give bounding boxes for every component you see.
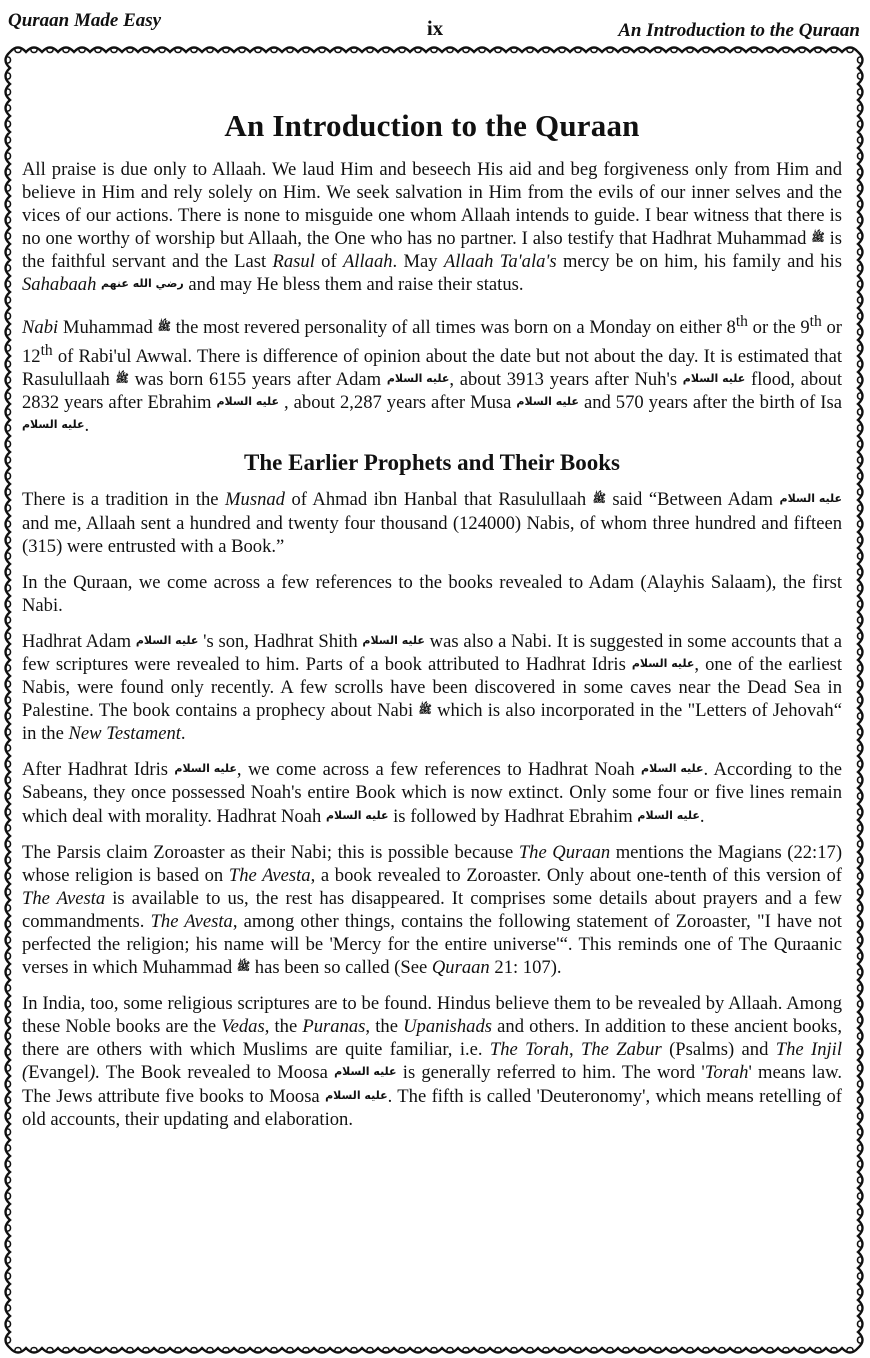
salutation-icon: عليه السلام	[362, 633, 425, 647]
page-body	[22, 108, 842, 1144]
book-title-header: Quraan Made Easy	[8, 10, 162, 31]
salutation-icon: عليه السلام	[386, 372, 450, 386]
paragraph-1: All praise is due only to Allaah. We laud Him and beseech His aid and beg forgiveness only from Him and believe in Him and rely solely on Him. We seek salvation in Him from the evils of our inner selves and the vices of our actions. There is none to misguide one whom Allaah intends to guide. I bear witness that there is no one worthy of worship but Allaah, the One who has no partner. I also testify that Hadhrat Muhammad ﷺ is the faithful servant and the Last Rasul of Allaah. May Allaah Ta'ala's mercy be on him, his family and his Sahabaah رضي الله عنهم and may He bless them and raise their status.	[22, 159, 842, 296]
salutation-icon: ﷺ	[418, 703, 432, 717]
salutation-icon: عليه السلام	[682, 372, 746, 386]
salutation-icon: عليه السلام	[325, 808, 389, 822]
salutation-icon: عليه السلام	[22, 418, 85, 432]
section-heading: The Earlier Prophets and Their Books	[244, 450, 620, 476]
salutation-icon: ﷺ	[157, 319, 171, 333]
salutation-icon: عليه السلام	[135, 633, 199, 647]
salutation-icon: عليه السلام	[174, 762, 237, 776]
salutation-icon: عليه السلام	[631, 656, 695, 670]
paragraph-3: There is a tradition in the Musnad of Ahmad ibn Hanbal that Rasulullaah ﷺ said “Between Adam عليه السلام and me, Allaah sent a hundred and twenty four thousand (124000) Nabis, of whom three hundred and fifteen (315) were entrusted with a Book.”	[22, 489, 843, 557]
chapter-title-header: An Introduction to the Quraan	[618, 20, 860, 41]
salutation-icon: عليه السلام	[641, 762, 704, 776]
paragraph-4: In the Quraan, we come across a few references to the books revealed to Adam (Alayhis Salaam), the first Nabi.	[22, 571, 842, 616]
salutation-icon: رضي الله عنهم	[101, 277, 184, 291]
salutation-icon: ﷺ	[592, 492, 606, 506]
paragraph-7: The Parsis claim Zoroaster as their Nabi; this is possible because The Quraan mentions the Magians (22:17) whose religion is based on The Avesta, a book revealed to Zoroaster. Only about one-tenth of this version of The Avesta is available to us, the rest has disappeared. It comprises some details about prayers and a few commandments. The Avesta, among other things, contains the following statement of Zoroaster, "I have not perfected the religion; his name will be 'Mercy for the entire universe'“. This reminds one of The Quraanic verses in which Muhammad ﷺ has been so called (See Quraan 21: 107).	[22, 841, 843, 979]
page-number: ix	[426, 16, 444, 40]
salutation-icon: ﷺ	[811, 231, 825, 245]
salutation-icon: عليه السلام	[637, 808, 700, 822]
salutation-icon: عليه السلام	[516, 395, 579, 409]
salutation-icon: ﷺ	[236, 960, 251, 974]
paragraph-2: Nabi Muhammad ﷺ the most revered personality of all times was born on a Monday on either 8th or the 9th or 12th of Rabi'ul Awwal. There is difference of opinion about the date but not about the day. It is estimated that Rasulullaah ﷺ was born 6155 years after Adam عليه السلام, about 3913 years after Nuh's عليه السلام flood, about 2832 years after Ebrahim عليه السلام , about 2,287 years after Musa عليه السلام and 570 years after the birth of Isa عليه السلام.	[22, 312, 843, 437]
salutation-icon: عليه السلام	[334, 1065, 397, 1079]
paragraph-6: After Hadhrat Idris عليه السلام, we come across a few references to Hadhrat Noah عليه السلام. According to the Sabeans, they once possessed Noah's entire Book which is now extinct. Only some four or five lines remain which deal with morality. Hadhrat Noah عليه السلام is followed by Hadhrat Ebrahim عليه السلام.	[22, 759, 843, 827]
paragraph-5: Hadhrat Adam عليه السلام 's son, Hadhrat Shith عليه السلام was also a Nabi. It is suggested in some accounts that a few scriptures were revealed to him. Parts of a book attributed to Hadhrat Idris عليه السلام, one of the earliest Nabis, were found only recently. A few scrolls have been discovered in some caves near the Dead Sea in Palestine. The book contains a prophecy about Nabi ﷺ which is also incorporated in the "Letters of Jehovah“ in the New Testament.	[22, 630, 842, 745]
salutation-icon: عليه السلام	[325, 1088, 388, 1102]
salutation-icon: ﷺ	[115, 372, 129, 386]
paragraph-8: In India, too, some religious scriptures are to be found. Hindus believe them to be revealed by Allaah. Among these Noble books are the Vedas, the Puranas, the Upanishads and others. In addition to these ancient books, there are others with which Muslims are quite familiar, i.e. The Torah, The Zabur (Psalms) and The Injil (Evangel). The Book revealed to Moosa عليه السلام is generally referred to him. The word 'Torah' means law. The Jews attribute five books to Moosa عليه السلام. The fifth is called 'Deuteronomy', which means retelling of old accounts, their updating and elaboration.	[22, 993, 843, 1130]
page-title: An Introduction to the Quraan	[224, 108, 640, 143]
salutation-icon: عليه السلام	[779, 492, 843, 506]
salutation-icon: عليه السلام	[216, 395, 280, 409]
